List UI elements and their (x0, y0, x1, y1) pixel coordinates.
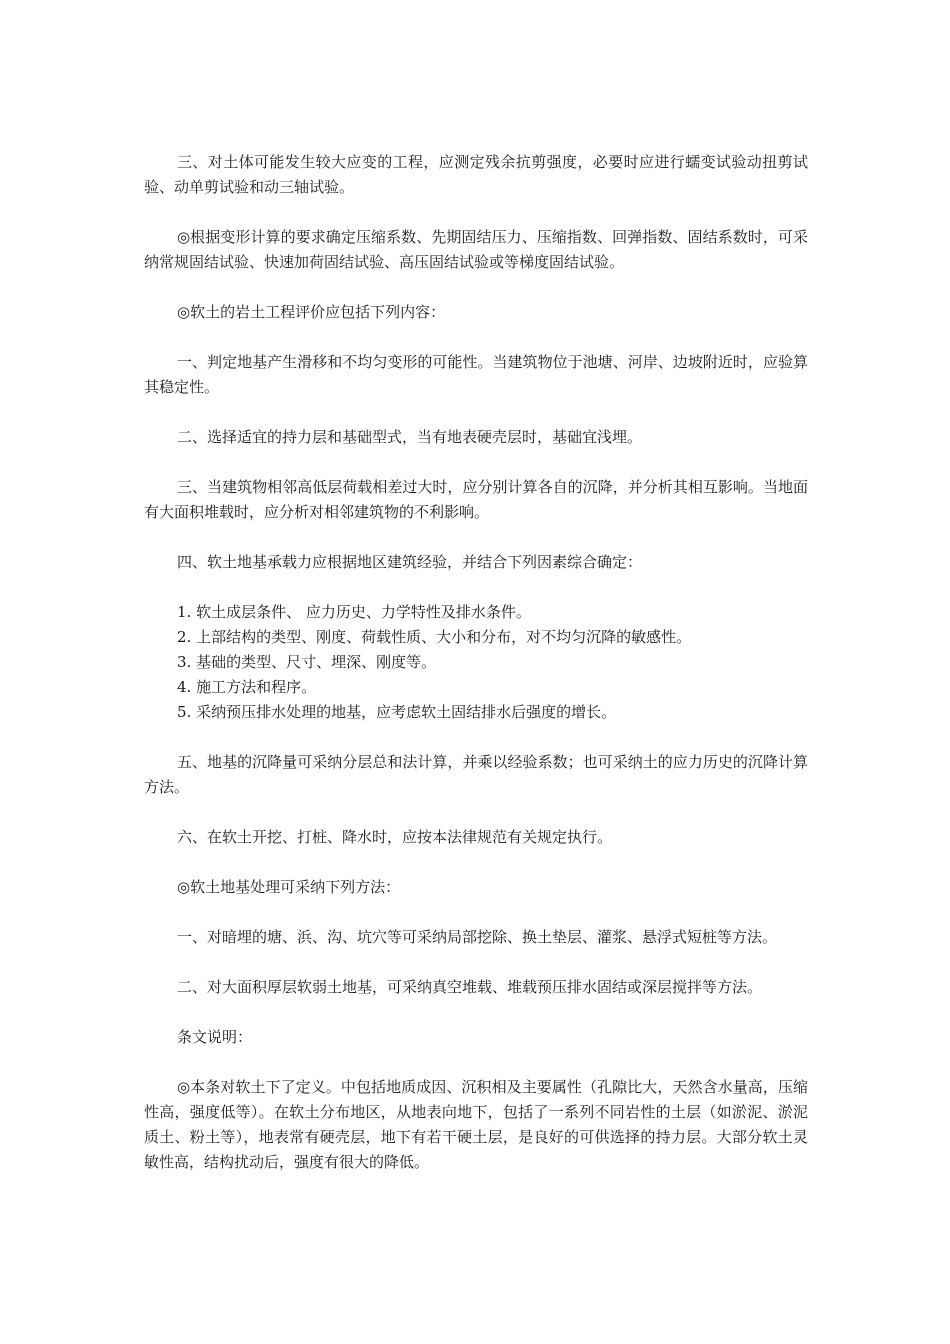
document-body (144, 150, 808, 1200)
paragraph-bearing-layer: 二、选择适宜的持力层和基础型式，当有地表硬壳层时，基础宜浅埋。 (177, 428, 643, 446)
paragraph-consolidation-tests: ◎根据变形计算的要求确定压缩系数、先期固结压力、压缩指数、回弹指数、固结系数时，可采纳常规固结试验、快速加荷固结试验、高压固结试验或等梯度固结试验。 (144, 228, 808, 271)
list-item: 2. 上部结构的类型、刚度、荷载性质、大小和分布，对不均匀沉降的敏感性。 (177, 628, 692, 646)
paragraph-local-treatment: 一、对暗埋的塘、浜、沟、坑穴等可采纳局部挖除、换土垫层、灌浆、悬浮式短桩等方法。 (177, 928, 778, 946)
paragraph-settlement-method: 五、地基的沉降量可采纳分层总和法计算，并乘以经验系数；也可采纳土的应力历史的沉降计算方法。 (144, 753, 808, 796)
paragraph-definition: ◎本条对软土下了定义。中包括地质成因、沉积相及主要属性（孔隙比大，天然含水量高，压缩性高，强度低等）。在软土分布地区，从地表向地下，包括了一系列不同岩性的土层（如淤泥、淤泥质土、粉土等），地表常有硬壳层，地下有若干硬土层，是良好的可供选择的持力层。大部分软土灵敏性高，结构扰动后，强度有很大的降低。 (144, 1078, 808, 1171)
paragraph-residual-shear: 三、对土体可能发生较大应变的工程，应测定残余抗剪强度，必要时应进行蠕变试验动扭剪试验、动单剪试验和动三轴试验。 (144, 153, 808, 196)
paragraph-explanation-heading: 条文说明： (177, 1028, 253, 1046)
factor-list (144, 600, 808, 725)
paragraph-settlement: 三、当建筑物相邻高低层荷载相差过大时，应分别计算各自的沉降，并分析其相互影响。当地面有大面积堆载时，应分析对相邻建筑物的不利影响。 (144, 478, 808, 521)
list-item: 5. 采纳预压排水处理的地基，应考虑软土固结排水后强度的增长。 (177, 703, 617, 721)
paragraph-construction: 六、在软土开挖、打桩、降水时，应按本法律规范有关规定执行。 (177, 828, 613, 846)
list-item: 1. 软土成层条件、 应力历史、力学特性及排水条件。 (177, 603, 531, 621)
paragraph-stability: 一、判定地基产生滑移和不均匀变形的可能性。当建筑物位于池塘、河岸、边坡附近时，应验算其稳定性。 (144, 353, 808, 396)
paragraph-bearing-capacity: 四、软土地基承载力应根据地区建筑经验，并结合下列因素综合确定： (177, 553, 643, 571)
list-item: 3. 基础的类型、尺寸、埋深、刚度等。 (177, 653, 437, 671)
paragraph-evaluation-heading: ◎软土的岩土工程评价应包括下列内容： (177, 303, 446, 321)
paragraph-treatment-heading: ◎软土地基处理可采纳下列方法： (177, 878, 401, 896)
list-item: 4. 施工方法和程序。 (177, 678, 317, 696)
paragraph-large-area-treatment: 二、对大面积厚层软弱土地基，可采纳真空堆载、堆载预压排水固结或深层搅拌等方法。 (177, 978, 763, 996)
